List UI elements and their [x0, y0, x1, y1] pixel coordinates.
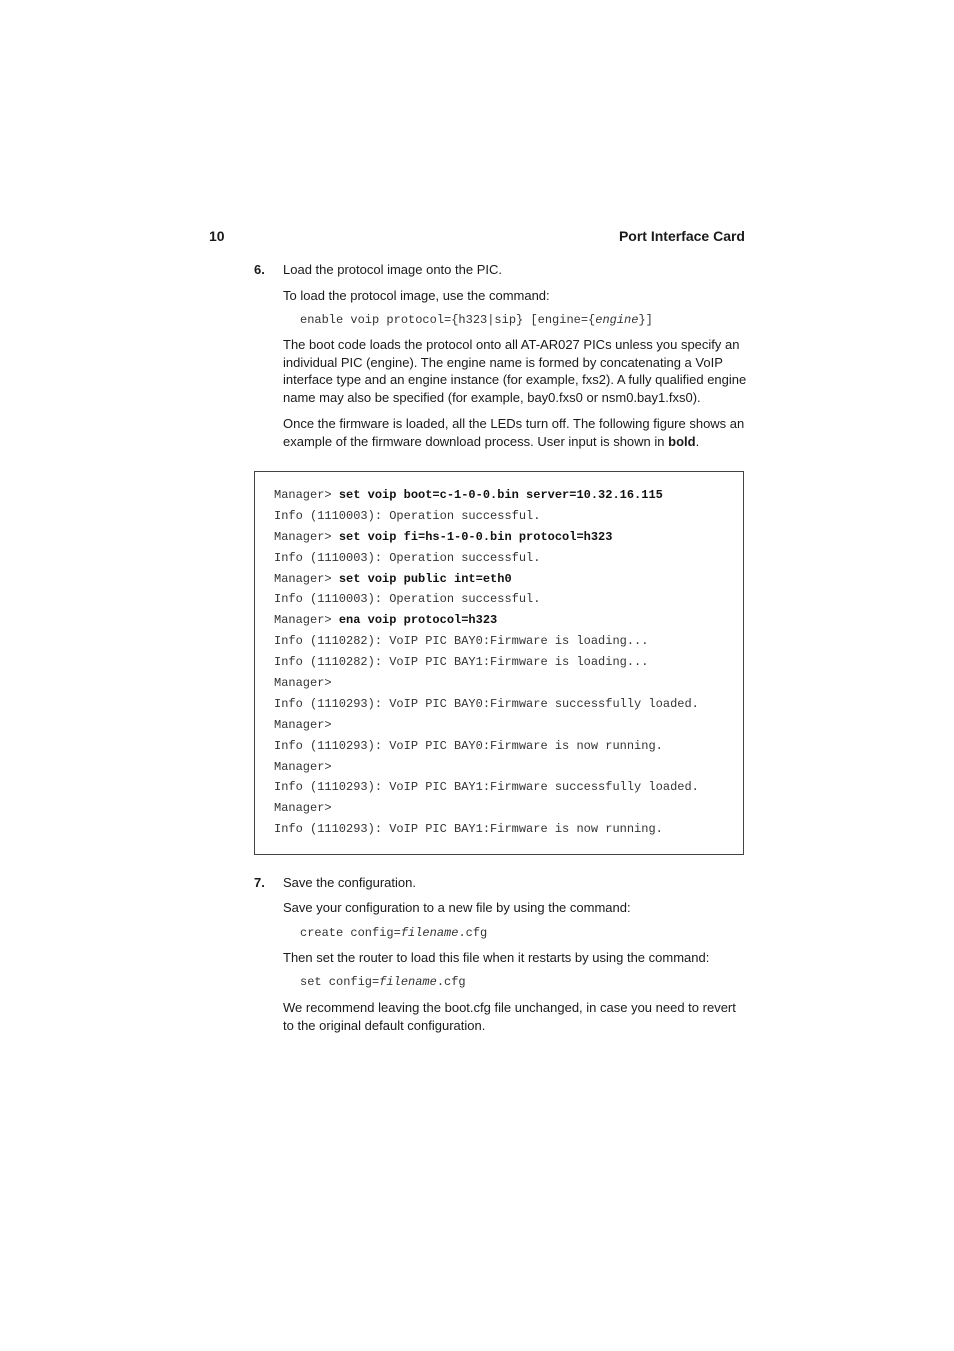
user-input: set voip public int=eth0: [338, 571, 512, 586]
terminal-prompt: Manager>: [274, 613, 339, 628]
bold-word: bold: [668, 433, 696, 449]
terminal-line: Info (1110003): Operation successful.: [274, 550, 541, 565]
step-6-number: 6.: [254, 262, 265, 277]
running-header-title: Port Interface Card: [618, 228, 745, 244]
terminal-prompt: Manager>: [274, 488, 339, 502]
user-input: ena voip protocol=h323: [338, 613, 498, 628]
set-config-command: set config=filename.cfg: [300, 975, 466, 989]
terminal-line: [274, 610, 699, 631]
user-input: set voip fi=hs-1-0-0.bin protocol=h323: [338, 529, 613, 544]
terminal-line: Manager>: [274, 717, 332, 732]
terminal-output: [274, 485, 699, 840]
step-7-heading: Save the configuration.: [283, 875, 416, 890]
terminal-line: Info (1110293): VoIP PIC BAY1:Firmware is now running.: [274, 822, 663, 837]
step-6-heading: Load the protocol image onto the PIC.: [283, 262, 502, 277]
terminal-line: Info (1110293): VoIP PIC BAY0:Firmware successfully loaded.: [274, 696, 699, 711]
terminal-line: Info (1110293): VoIP PIC BAY0:Firmware is now running.: [274, 738, 663, 753]
terminal-line: Info (1110003): Operation successful.: [274, 592, 541, 607]
terminal-line: Info (1110293): VoIP PIC BAY1:Firmware successfully loaded.: [274, 780, 699, 795]
step-7-intro: Save your configuration to a new file by using the command:: [283, 900, 631, 915]
terminal-prompt: Manager>: [274, 571, 339, 586]
terminal-line: [274, 527, 699, 548]
terminal-line: Manager>: [274, 759, 332, 774]
terminal-line: Info (1110003): Operation successful.: [274, 508, 541, 523]
terminal-line: [274, 569, 699, 590]
recommend-paragraph: We recommend leaving the boot.cfg file unchanged, in case you need to revert to the original default configuration.: [283, 1000, 736, 1033]
user-input: set voip boot=c-1-0-0.bin server=10.32.16.115: [338, 488, 663, 502]
terminal-line: [274, 485, 699, 506]
page-number: 10: [209, 228, 225, 244]
step-7-number: 7.: [254, 875, 265, 890]
filename-placeholder: filename: [379, 975, 437, 989]
step-6-intro: To load the protocol image, use the command:: [283, 288, 550, 303]
terminal-line: Info (1110282): VoIP PIC BAY0:Firmware is loading...: [274, 634, 649, 649]
terminal-line: Manager>: [274, 676, 332, 691]
terminal-figure: [254, 471, 744, 855]
engine-placeholder: engine: [595, 313, 639, 327]
boot-code-paragraph: The boot code loads the protocol onto all AT-AR027 PICs unless you specify an individual PIC (engine). The engine name is formed by concatenating a VoIP interface type and an engine instance (for example, fxs2). A fully qualified engine name may also be specified (for example, bay0.fxs0 or nsm0.bay1.fxs0).: [283, 337, 747, 406]
then-set-paragraph: Then set the router to load this file when it restarts by using the command:: [283, 950, 710, 965]
filename-placeholder: filename: [400, 926, 459, 940]
enable-voip-command: enable voip protocol={h323|sip} [engine={engine}]: [300, 313, 653, 327]
terminal-line: Info (1110282): VoIP PIC BAY1:Firmware is loading...: [274, 655, 649, 670]
terminal-prompt: Manager>: [274, 529, 339, 544]
create-config-command: create config=filename.cfg: [300, 926, 488, 940]
terminal-line: Manager>: [274, 801, 332, 816]
firmware-loaded-paragraph: Once the firmware is loaded, all the LEDs turn off. The following figure shows an example of the firmware download process. User input is shown in bold.: [283, 416, 745, 449]
